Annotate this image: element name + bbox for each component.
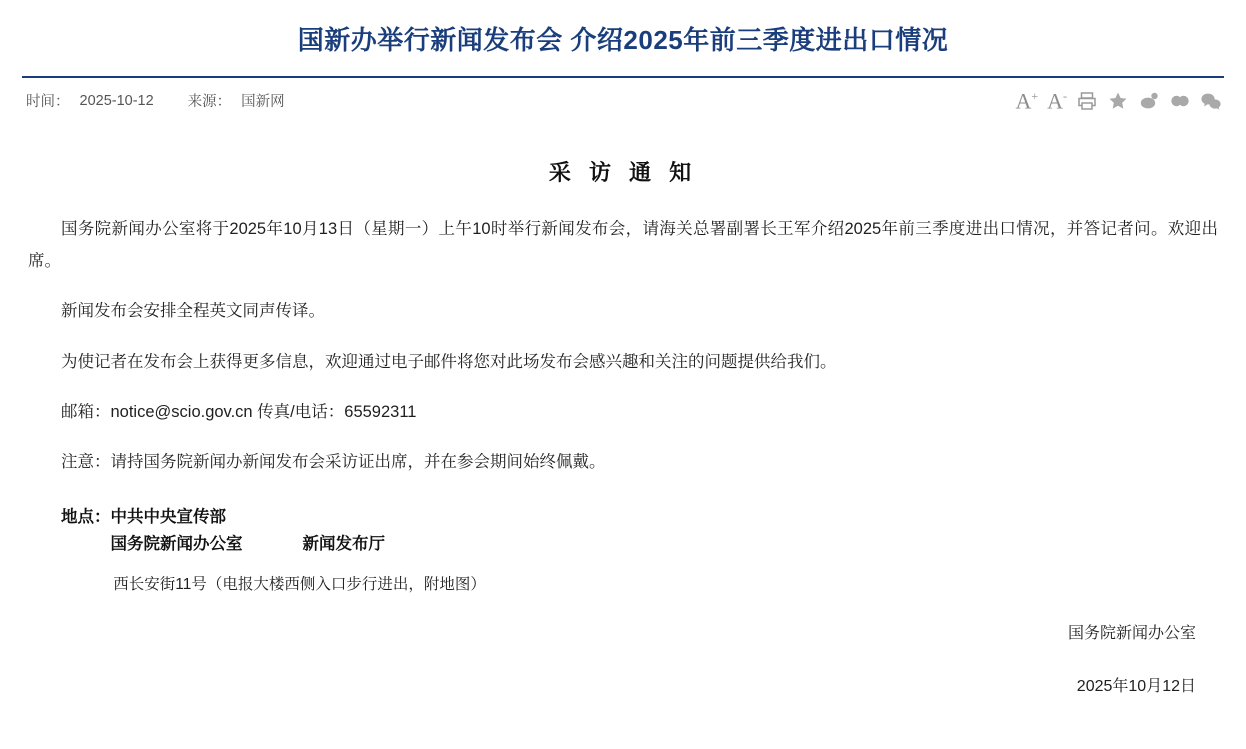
weibo-icon[interactable]: [1138, 90, 1160, 112]
document-body: [0, 122, 1246, 696]
venue-address: 西长安街11号（电报大楼西侧入口步行进出，附地图）: [113, 575, 486, 593]
source-label: 来源：: [187, 94, 232, 111]
venue-label: 地点：: [61, 508, 111, 527]
time-label: 时间：: [26, 94, 70, 111]
signature: 国务院新闻办公室: [1067, 624, 1196, 642]
notice-line: 注意：请持国务院新闻办新闻发布会采访证出席，并在参会期间始终佩戴。: [61, 452, 606, 471]
print-icon[interactable]: [1076, 90, 1098, 112]
source-value: 国新网: [241, 94, 285, 111]
time-value: 2025-10-12: [79, 92, 154, 109]
venue-hall: 新闻发布厅: [302, 534, 385, 553]
venue-block: [28, 504, 1218, 598]
paragraph-2: 新闻发布会安排全程英文同声传译。: [61, 302, 325, 321]
star-icon[interactable]: [1107, 90, 1129, 112]
meta-bar: [0, 78, 1246, 122]
paragraph-1: 国务院新闻办公室将于2025年10月13日（星期一）上午10时举行新闻发布会，请海关总署副署长王军介绍2025年前三季度进出口情况，并答记者问。欢迎出席。: [28, 220, 1218, 271]
venue-line-2: 国务院新闻办公室: [110, 534, 243, 553]
qq-icon[interactable]: [1169, 90, 1191, 112]
signature-date: 2025年10月12日: [1076, 677, 1196, 695]
notice-title: 采 访 通 知: [548, 160, 698, 186]
page-title: 国新办举行新闻发布会 介绍2025年前三季度进出口情况: [297, 25, 949, 55]
contact-line: 邮箱：notice@scio.gov.cn 传真/电话：65592311: [61, 402, 417, 421]
tool-bar: [1015, 90, 1222, 112]
venue-row: [28, 504, 1218, 557]
wechat-icon[interactable]: [1200, 90, 1222, 112]
font-decrease-button[interactable]: A-: [1047, 88, 1067, 114]
venue-line-1: 中共中央宣传部: [110, 508, 226, 527]
meta-info: [26, 90, 285, 111]
paragraph-3: 为使记者在发布会上获得更多信息，欢迎通过电子邮件将您对此场发布会感兴趣和关注的问题提供给我们。: [61, 352, 837, 371]
font-increase-button[interactable]: A+: [1015, 88, 1039, 114]
